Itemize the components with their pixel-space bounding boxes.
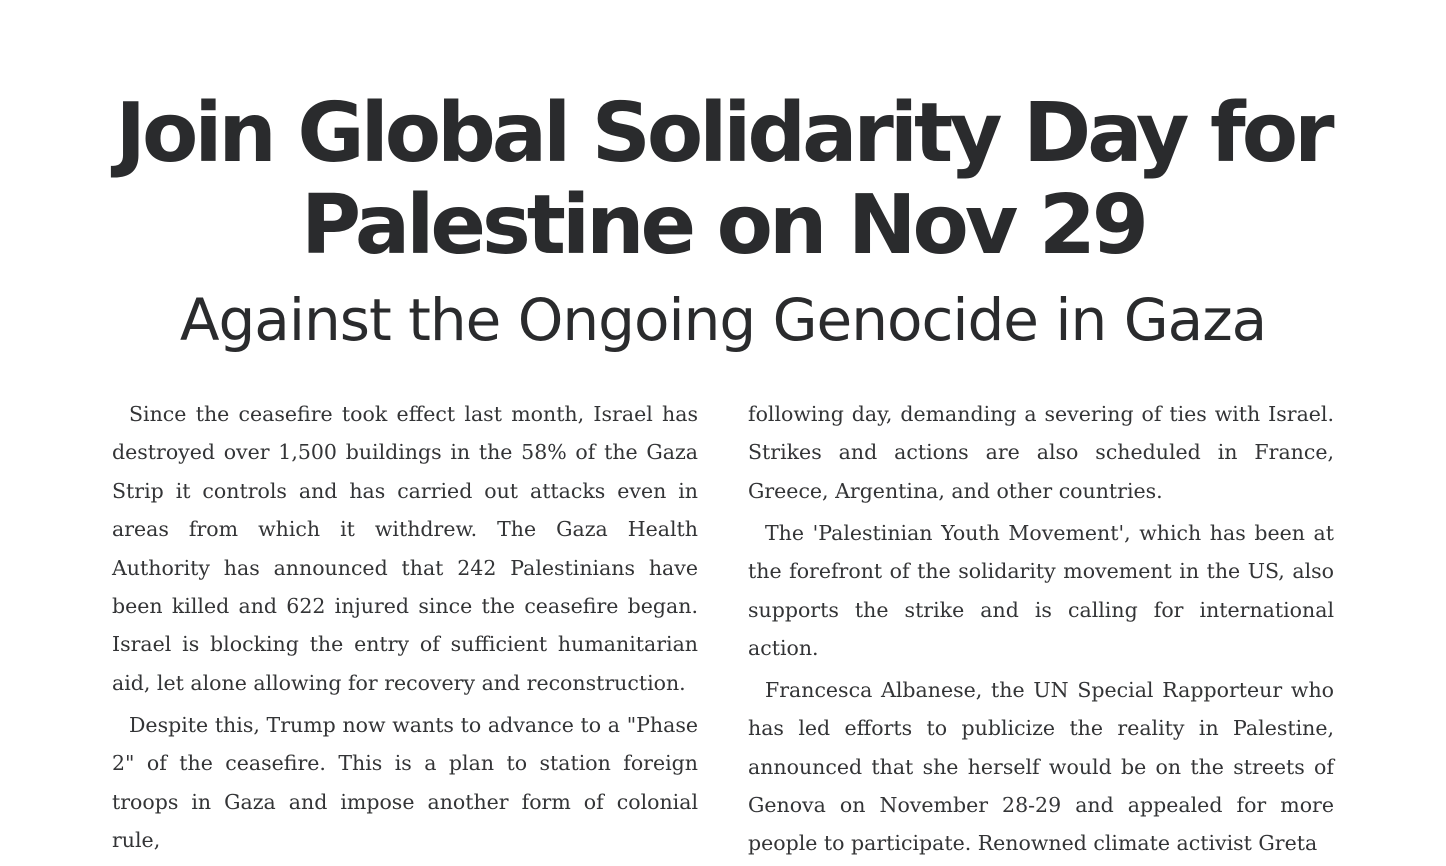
headline-line-1: Join Global Solidarity Day for: [115, 86, 1331, 181]
right-paragraph-1: following day, demanding a severing of ties with Israel. Strikes and actions are also scheduled in France, Greece, Argentina, and other countries.: [748, 402, 1334, 503]
right-paragraph-3: Francesca Albanese, the UN Special Rapporteur who has led efforts to publicize the reality in Palestine, announced that she herself would be on the streets of Genova on November 28-29 and appealed for more people to participate. Renowned climate activist Greta: [748, 677, 1334, 856]
right-column: [748, 395, 1334, 866]
left-paragraph-1: Since the ceasefire took effect last month, Israel has destroyed over 1,500 buildings in the 58% of the Gaza Strip it controls and has carried out attacks even in areas from which it withdrew. The Gaza Health Authority has announced that 242 Palestinians have been killed and 622 injured since the ceasefire began. Israel is blocking the entry of sufficient humanitarian aid, let alone allowing for recovery and reconstruction.: [112, 402, 698, 695]
right-paragraph-2: The 'Palestinian Youth Movement', which has been at the forefront of the solidarity movement in the US, also supports the strike and is calling for international action.: [748, 520, 1334, 660]
subheadline: Against the Ongoing Genocide in Gaza: [179, 286, 1267, 354]
headline: [0, 88, 1446, 272]
left-column: [112, 395, 698, 863]
left-paragraph-2: Despite this, Trump now wants to advance to a "Phase 2" of the ceasefire. This is a plan to station foreign troops in Gaza and impose another form of colonial rule,: [112, 712, 698, 852]
headline-line-2: Palestine on Nov 29: [301, 178, 1145, 273]
